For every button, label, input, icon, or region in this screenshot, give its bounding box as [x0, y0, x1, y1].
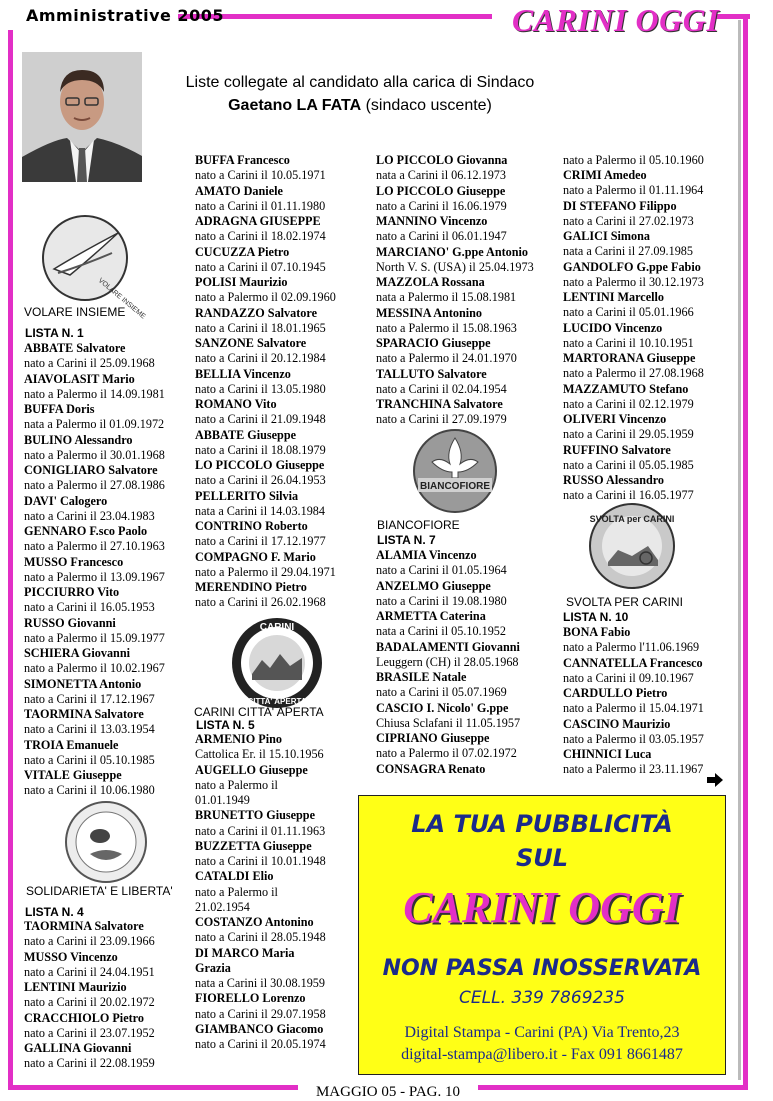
candidate-birth: nato a Carini il 09.10.1967: [563, 670, 694, 685]
list-number-carini-aperta: LISTA N. 5: [196, 718, 255, 732]
candidate-birth: nato a Carini il 02.04.1954: [376, 381, 507, 396]
candidate-birth: nato a Palermo il 27.10.1963: [24, 539, 165, 554]
volare-logo-text: VOLARE INSIEME: [96, 277, 147, 321]
candidate-name: TALLUTO Salvatore: [376, 366, 487, 381]
candidate-name: DI STEFANO Filippo: [563, 198, 677, 213]
candidate-birth: nato a Palermo il: [195, 884, 278, 899]
candidate-birth: nata a Carini il 14.03.1984: [195, 503, 325, 518]
candidate-birth: nato a Carini il 23.09.1966: [24, 934, 155, 949]
candidate-birth: nato a Palermo il 02.09.1960: [195, 290, 336, 305]
logo-carini-top: CARINI: [259, 622, 295, 633]
candidate-birth: nato a Carini il 01.05.1964: [376, 563, 507, 578]
candidate-birth: nato a Carini il 17.12.1967: [24, 691, 155, 706]
candidates-col2a: [195, 153, 336, 611]
candidate-birth: nato a Carini il 16.05.1953: [24, 600, 155, 615]
candidate-name: CANNATELLA Francesco: [563, 655, 703, 670]
candidate-birth: nato a Carini il 16.06.1979: [376, 198, 507, 213]
candidate-name: DI MARCO Maria: [195, 945, 295, 960]
candidate-birth: nato a Carini il 29.05.1959: [563, 427, 694, 442]
candidate-name: GALICI Simona: [563, 229, 651, 243]
list-number-volare: LISTA N. 1: [25, 326, 84, 340]
candidate-birth: nata a Carini il 27.09.1985: [563, 244, 693, 259]
candidate-name: MERENDINO Pietro: [195, 580, 307, 594]
candidate-name: CARDULLO Pietro: [563, 686, 668, 700]
candidate-name: ABBATE Giuseppe: [195, 427, 297, 442]
candidate-name: BULINO Alessandro: [24, 432, 133, 447]
ad-contact: digital-stampa@libero.it - Fax 091 8661487: [401, 1046, 683, 1063]
candidate-name: AIAVOLASIT Mario: [24, 371, 135, 386]
candidate-photo: [22, 52, 142, 182]
biancofiore-logo: [412, 428, 498, 519]
candidate-birth: nato a Carini il 05.05.1985: [563, 457, 694, 472]
candidate-birth: nato a Carini il 10.06.1980: [24, 783, 155, 798]
candidate-name: BUFFA Francesco: [195, 153, 290, 167]
candidate-name: ABBATE Salvatore: [24, 341, 126, 355]
candidate-birth: nato a Carini il 05.07.1969: [376, 685, 507, 700]
candidate-name: TAORMINA Salvatore: [24, 919, 144, 933]
candidate-name: LO PICCOLO Giuseppe: [195, 458, 325, 472]
candidate-name: ANZELMO Giuseppe: [376, 578, 491, 593]
candidate-line: [170, 97, 550, 115]
candidate-name: SANZONE Salvatore: [195, 336, 307, 350]
candidate-birth: nato a Carini il 13.03.1954: [24, 722, 155, 737]
candidate-name: SIMONETTA Antonio: [24, 676, 142, 691]
candidate-name: CRACCHIOLO Pietro: [24, 1010, 144, 1025]
candidate-birth: nato a Palermo il 01.11.1964: [563, 183, 704, 198]
frame-right-bar: [743, 14, 748, 1088]
page-footer: MAGGIO 05 - PAG. 10: [315, 1084, 461, 1100]
candidate-name: MARCIANO' G.ppe Antonio: [376, 244, 529, 259]
candidate-birth: nato a Palermo il 30.12.1973: [563, 274, 704, 289]
candidate-name: CRIMI Amedeo: [563, 168, 647, 182]
candidate-birth: nato a Carini il 20.02.1972: [24, 995, 155, 1010]
candidate-name: CIPRIANO Giuseppe: [376, 731, 490, 745]
candidate-name: CASCIO I. Nicolo' G.ppe: [376, 700, 509, 715]
candidate-birth: nato a Carini il 25.09.1968: [24, 356, 155, 371]
candidate-birth: nato a Carini il 13.05.1980: [195, 381, 326, 396]
candidate-birth: nato a Carini il 20.05.1974: [195, 1037, 326, 1051]
candidate-birth: nato a Carini il 20.12.1984: [195, 351, 326, 366]
candidate-name: LO PICCOLO Giovanna: [376, 153, 508, 167]
candidates-col1a: [24, 341, 165, 799]
candidate-name: CATALDI Elio: [195, 869, 274, 884]
candidate-name: COSTANZO Antonino: [195, 915, 314, 929]
candidate-birth: nato a Carini il 01.11.1963: [195, 823, 326, 838]
candidate-name: CONIGLIARO Salvatore: [24, 463, 158, 477]
candidate-birth: nato a Palermo il 03.05.1957: [563, 731, 704, 746]
candidate-name: CUCUZZA Pietro: [195, 244, 290, 259]
list-header-svolta: SVOLTA PER CARINI: [566, 595, 683, 609]
list-header-carini-aperta: CARINI CITTA' APERTA: [194, 705, 324, 719]
candidate-name: RANDAZZO Salvatore: [195, 305, 317, 320]
candidate-name: LENTINI Marcello: [563, 290, 664, 304]
candidate-name: CHINNICI Luca: [563, 747, 652, 761]
candidate-name: RUFFINO Salvatore: [563, 442, 671, 457]
candidate-birth: nato a Palermo il 10.02.1967: [24, 661, 165, 676]
candidate-birth: 01.01.1949: [195, 793, 250, 807]
candidate-birth: North V. S. (USA) il 25.04.1973: [376, 259, 534, 274]
candidates-col4b: [563, 625, 704, 778]
candidate-birth: nato a Carini il 21.09.1948: [195, 412, 326, 427]
candidate-birth: nato a Palermo il 13.09.1967: [24, 569, 165, 584]
candidate-name: BUZZETTA Giuseppe: [195, 838, 312, 853]
candidate-birth: nato a Palermo il: [195, 777, 278, 792]
candidate-name: PELLERITO Silvia: [195, 488, 299, 503]
frame-bottom-bar: [8, 1085, 298, 1090]
candidate-name: Gaetano LA FATA: [228, 97, 362, 114]
candidate-name: BELLIA Vincenzo: [195, 366, 291, 381]
candidate-birth: nato a Palermo il 07.02.1972: [376, 746, 517, 761]
ad-line1: LA TUA PUBBLICITÀ: [411, 810, 673, 838]
list-header-biancofiore: BIANCOFIORE: [377, 518, 460, 532]
candidate-name: LENTINI Maurizio: [24, 980, 127, 994]
candidate-name: FIORELLO Lorenzo: [195, 991, 306, 1006]
candidate-birth: nato a Carini il 05.01.1966: [563, 305, 694, 320]
candidate-birth: nato a Carini il 18.02.1974: [195, 229, 326, 244]
candidate-name: TROIA Emanuele: [24, 737, 119, 752]
ad-phone: CELL. 339 7869235: [459, 988, 625, 1008]
candidate-birth: nato a Carini il 18.01.1965: [195, 320, 326, 335]
candidate-birth: nato a Carini il 27.02.1973: [563, 213, 694, 228]
candidate-name: GANDOLFO G.ppe Fabio: [563, 259, 701, 274]
candidate-name: MANNINO Vincenzo: [376, 214, 488, 228]
candidate-birth: nata a Carini il 05.10.1952: [376, 624, 506, 639]
candidate-birth: nato a Carini il 02.12.1979: [563, 396, 694, 411]
candidate-name: MESSINA Antonino: [376, 305, 483, 320]
candidate-name: ARMETTA Caterina: [376, 609, 486, 623]
candidate-birth: nato a Carini il 07.10.1945: [195, 259, 326, 274]
candidate-birth: nato a Carini il 24.04.1951: [24, 964, 155, 979]
candidate-name: CONTRINO Roberto: [195, 519, 308, 533]
candidate-name: GENNARO F.sco Paolo: [24, 524, 148, 538]
candidate-birth: nato a Carini il 10.10.1951: [563, 335, 694, 350]
candidate-name: CASCINO Maurizio: [563, 716, 671, 731]
candidate-name: MUSSO Vincenzo: [24, 949, 118, 964]
candidate-birth: nato a Carini il 23.07.1952: [24, 1025, 155, 1040]
frame-left-bar: [8, 30, 13, 1090]
candidate-birth: nato a Carini il 05.10.1985: [24, 752, 155, 767]
ad-line2: SUL: [515, 844, 569, 872]
candidate-birth: nato a Palermo il 30.01.1968: [24, 447, 165, 462]
candidate-name: ALAMIA Vincenzo: [376, 548, 477, 562]
candidate-birth: nato a Carini il 22.08.1959: [24, 1056, 155, 1071]
candidate-name: OLIVERI Vincenzo: [563, 412, 667, 426]
frame-shadow: [738, 20, 741, 1080]
svolta-per-carini-logo: [588, 502, 676, 595]
candidate-name: MUSSO Francesco: [24, 554, 124, 569]
candidate-birth: nato a Palermo il 23.11.1967: [563, 762, 704, 777]
candidates-col3b: [376, 548, 520, 777]
candidate-birth: 21.02.1954: [195, 899, 250, 914]
frame-top-bar: [178, 14, 492, 19]
section-title: Amministrative 2005: [26, 6, 224, 25]
candidate-name: LO PICCOLO Giuseppe: [376, 183, 506, 198]
candidate-birth: nato a Palermo il 27.08.1986: [24, 478, 165, 493]
candidate-birth: nato a Carini il 16.05.1977: [563, 488, 694, 503]
candidate-birth: nato a Palermo il 15.09.1977: [24, 630, 165, 645]
candidate-name: MARTORANA Giuseppe: [563, 351, 696, 365]
ad-address: Digital Stampa - Carini (PA) Via Trento,23: [404, 1024, 680, 1041]
candidate-birth: nata a Palermo il 01.09.1972: [24, 417, 165, 432]
candidate-birth: Cattolica Er. il 15.10.1956: [195, 747, 324, 762]
candidate-name: AMATO Daniele: [195, 183, 283, 198]
candidate-name: AUGELLO Giuseppe: [195, 762, 308, 777]
candidate-name: BRUNETTO Giuseppe: [195, 808, 315, 823]
candidate-birth: nato a Palermo il 27.08.1968: [563, 366, 704, 381]
volare-insieme-logo: [40, 213, 147, 321]
candidate-name: TAORMINA Salvatore: [24, 707, 144, 721]
svolta-logo-text: SVOLTA per CARINI: [589, 514, 675, 524]
candidate-name: CONSAGRA Renato: [376, 761, 486, 776]
candidate-name: GIAMBANCO Giacomo: [195, 1021, 324, 1036]
candidate-name: Grazia: [195, 960, 231, 975]
candidate-name: ARMENIO Pino: [195, 732, 283, 746]
list-number-solidarieta: LISTA N. 4: [25, 905, 84, 919]
candidate-birth: nata a Carini il 30.08.1959: [195, 976, 325, 990]
candidate-birth: nata a Palermo il 15.08.1981: [376, 290, 517, 305]
list-header-solidarieta: SOLIDARIETA' E LIBERTA': [26, 884, 173, 898]
candidate-birth: nato a Palermo il 29.04.1971: [195, 564, 336, 579]
candidates-col4-first: nato a Palermo il 05.10.1960: [563, 153, 704, 167]
candidate-birth: nato a Palermo l'11.06.1969: [563, 640, 700, 655]
candidate-name: SPARACIO Giuseppe: [376, 336, 491, 350]
candidate-birth: nato a Palermo il 15.04.1971: [563, 701, 704, 716]
candidate-birth: nato a Carini il 18.08.1979: [195, 442, 326, 457]
candidate-name: VITALE Giuseppe: [24, 768, 122, 782]
candidate-birth: nato a Carini il 01.11.1980: [195, 198, 326, 213]
candidate-birth: nato a Carini il 27.09.1979: [376, 412, 507, 427]
candidate-name: SCHIERA Giovanni: [24, 646, 130, 660]
candidate-birth: nato a Carini il 19.08.1980: [376, 593, 507, 608]
candidate-birth: nato a Carini il 23.04.1983: [24, 508, 155, 523]
candidate-name: ADRAGNA GIUSEPPE: [195, 214, 321, 228]
ad-line3: NON PASSA INOSSERVATA: [382, 956, 702, 981]
candidate-birth: nata a Carini il 06.12.1973: [376, 168, 506, 183]
candidate-birth: nato a Carini il 26.02.1968: [195, 595, 326, 610]
candidate-name: BADALAMENTI Giovanni: [376, 639, 520, 654]
candidate-name: GALLINA Giovanni: [24, 1041, 132, 1055]
candidate-birth: nato a Palermo il 14.09.1981: [24, 386, 165, 401]
candidate-name: LUCIDO Vincenzo: [563, 320, 663, 335]
list-number-svolta: LISTA N. 10: [563, 610, 629, 624]
candidates-col3a: [376, 153, 534, 428]
candidate-name: POLISI Maurizio: [195, 275, 288, 289]
candidate-name: RUSSO Alessandro: [563, 473, 665, 487]
candidate-birth: Chiusa Sclafani il 11.05.1957: [376, 715, 521, 730]
candidate-birth: nato a Carini il 26.04.1953: [195, 473, 326, 488]
advertisement-box: [358, 795, 726, 1075]
candidate-name: BONA Fabio: [563, 625, 631, 639]
candidate-name: COMPAGNO F. Mario: [195, 549, 316, 564]
intro-line: Liste collegate al candidato alla carica di Sindaco: [185, 74, 535, 91]
candidate-note: (sindaco uscente): [365, 97, 492, 114]
candidate-name: BUFFA Doris: [24, 402, 95, 416]
list-name: VOLARE INSIEME: [24, 305, 126, 319]
candidate-name: PICCIURRO Vito: [24, 585, 120, 599]
candidate-birth: nato a Carini il 29.07.1958: [195, 1006, 326, 1021]
list-number-biancofiore: LISTA N. 7: [377, 533, 436, 547]
candidate-birth: nato a Carini il 10.05.1971: [195, 168, 326, 183]
carini-citta-aperta-logo: [230, 616, 324, 715]
continue-arrow-icon: [706, 772, 724, 793]
candidates-col4a: [563, 168, 704, 504]
candidates-col2b: [195, 732, 326, 1052]
candidate-birth: nato a Palermo il 24.01.1970: [376, 351, 517, 366]
candidate-birth: nato a Carini il 06.01.1947: [376, 229, 507, 244]
logo-carini-bottom: CITTA' APERTA: [247, 697, 307, 706]
candidate-name: TRANCHINA Salvatore: [376, 397, 503, 411]
candidates-col1b: [24, 919, 155, 1072]
candidate-birth: Leuggern (CH) il 28.05.1968: [376, 654, 519, 669]
candidate-name: ROMANO Vito: [195, 397, 277, 411]
candidate-birth: nato a Carini il 28.05.1948: [195, 930, 326, 945]
frame-bottom-bar-right: [478, 1085, 748, 1090]
candidate-birth: nato a Carini il 17.12.1977: [195, 534, 326, 549]
candidate-birth: nato a Palermo il 15.08.1963: [376, 320, 517, 335]
candidate-birth: nato a Carini il 10.01.1948: [195, 854, 326, 868]
list-header-volare: [24, 305, 125, 320]
candidate-name: DAVI' Calogero: [24, 493, 108, 508]
candidate-name: RUSSO Giovanni: [24, 615, 116, 630]
ad-logo: CARINI OGGI: [403, 883, 681, 932]
solidarieta-logo: [64, 800, 148, 889]
candidate-name: BRASILE Natale: [376, 670, 467, 684]
biancofiore-logo-text: BIANCOFIORE: [420, 481, 490, 492]
candidate-name: MAZZOLA Rossana: [376, 275, 485, 289]
candidate-name: MAZZAMUTO Stefano: [563, 381, 689, 396]
masthead-logo: CARINI OGGI: [512, 2, 720, 38]
